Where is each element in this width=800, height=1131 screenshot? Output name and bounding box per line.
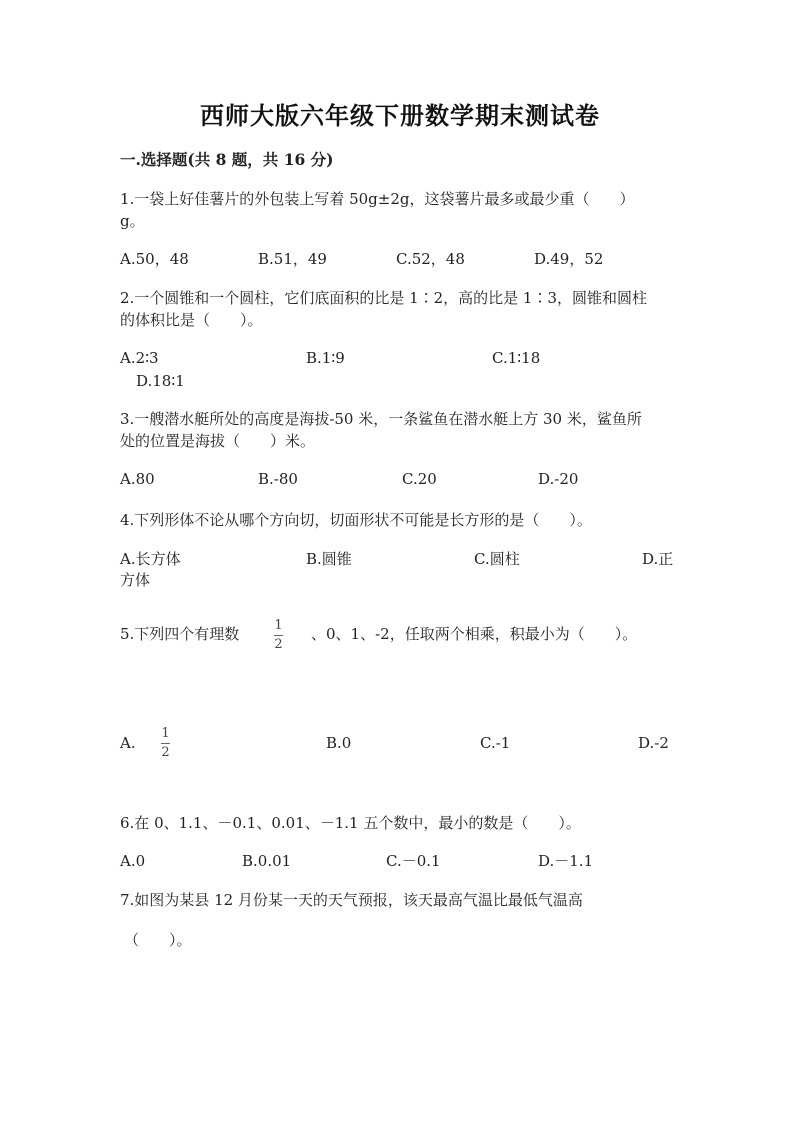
question-3-text: 3.一艘潜水艇所处的高度是海拔-50 米，一条鲨鱼在潜水艇上方 30 米，鲨鱼所: [120, 410, 642, 428]
question-7-text-continued: （ ）。: [124, 931, 192, 949]
question-7-text: 7.如图为某县 12 月份某一天的天气预报，该天最高气温比最低气温高: [120, 891, 583, 909]
question-6-option-d: D.－1.1: [538, 852, 594, 870]
question-1-option-d: D.49，52: [534, 250, 604, 268]
question-5-option-c: C.-1: [480, 734, 511, 752]
question-5-option-d: D.-2: [638, 734, 669, 752]
question-3-option-a: A.80: [120, 470, 155, 488]
question-2-option-b: B.1∶9: [306, 349, 345, 367]
question-6-option-b: B.0.01: [242, 852, 292, 870]
question-3-option-b: B.-80: [258, 470, 298, 488]
question-6-option-c: C.－0.1: [386, 852, 441, 870]
question-1-text: 1.一袋上好佳薯片的外包装上写着 50g±2g，这袋薯片最多或最少重（ ）: [120, 190, 635, 208]
question-2-option-a: A.2∶3: [120, 349, 159, 367]
question-4-option-c: C.圆柱: [474, 550, 520, 568]
question-4-option-b: B.圆锥: [306, 550, 352, 568]
question-1-text-continued: g。: [120, 212, 145, 230]
question-5-text-suffix: 、0、1、-2，任取两个相乘，积最小为（ ）。: [311, 625, 638, 643]
question-6-option-a: A.0: [120, 852, 146, 870]
question-5-text-prefix: 5.下列四个有理数: [120, 625, 240, 643]
question-2-option-d: D.18∶1: [136, 372, 185, 390]
question-5-option-a-label: A.: [120, 734, 136, 752]
question-1-option-a: A.50，48: [120, 250, 189, 268]
question-4-option-a: A.长方体: [120, 550, 181, 568]
question-2-option-c: C.1∶18: [492, 349, 541, 367]
fraction-numerator: 1: [161, 726, 170, 741]
question-4-option-d: D.正: [642, 550, 674, 568]
question-5-fraction: [274, 619, 283, 652]
section-heading: 一.选择题(共 8 题，共 16 分): [120, 150, 334, 169]
fraction-bar: [274, 635, 283, 636]
fraction-numerator: 1: [274, 618, 283, 633]
page-title: 西师大版六年级下册数学期末测试卷: [200, 101, 600, 130]
question-1-option-b: B.51，49: [258, 250, 327, 268]
question-3-option-c: C.20: [402, 470, 437, 488]
question-5-option-b: B.0: [326, 734, 352, 752]
fraction-denominator: 2: [161, 745, 170, 760]
question-2-text: 2.一个圆锥和一个圆柱，它们底面积的比是 1∶2，高的比是 1∶3，圆锥和圆柱: [120, 289, 648, 307]
question-3-option-d: D.-20: [538, 470, 579, 488]
question-1-option-c: C.52，48: [396, 250, 465, 268]
fraction-denominator: 2: [274, 637, 283, 652]
fraction-bar: [161, 743, 170, 744]
question-4-option-d-continued: 方体: [120, 571, 151, 589]
question-3-text-continued: 处的位置是海拔（ ）米。: [120, 432, 316, 450]
question-5-option-a-fraction: [161, 727, 170, 760]
question-6-text: 6.在 0、1.1、－0.1、0.01、－1.1 五个数中，最小的数是（ ）。: [120, 814, 581, 832]
question-4-text: 4.下列形体不论从哪个方向切，切面形状不可能是长方形的是（ ）。: [120, 511, 592, 529]
question-2-text-continued: 的体积比是（ ）。: [120, 311, 263, 329]
